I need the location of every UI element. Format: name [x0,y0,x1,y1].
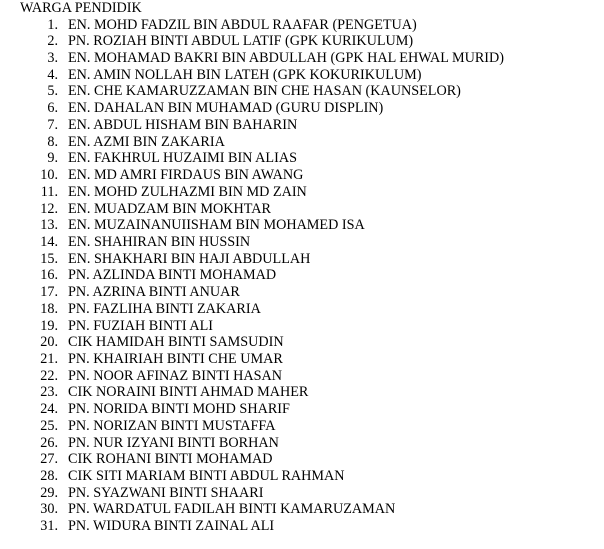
list-item-name: PN. KHAIRIAH BINTI CHE UMAR [68,350,283,367]
list-item-name: EN. ABDUL HISHAM BIN BAHARIN [68,116,298,133]
list-item-number: 5. [47,83,58,100]
list-item-number: 16. [40,267,58,284]
list-item-name: PN. FAZLIHA BINTI ZAKARIA [68,300,261,317]
list-item-name: PN. ROZIAH BINTI ABDUL LATIF (GPK KURIKULUM) [68,33,414,50]
list-item-number: 1. [47,16,58,33]
list-item-name: PN. WIDURA BINTI ZAINAL ALI [68,518,275,535]
list-item-number: 10. [40,167,58,184]
list-item-name: PN. AZLINDA BINTI MOHAMAD [68,267,277,284]
list-item-number: 17. [40,284,58,301]
list-item-name: EN. MUADZAM BIN MOKHTAR [68,200,272,217]
list-item-number: 26. [40,434,58,451]
list-item-name: EN. MOHAMAD BAKRI BIN ABDULLAH (GPK HAL EHWAL MURID) [68,50,504,67]
list-item-name: EN. SHAHIRAN BIN HUSSIN [68,233,251,250]
list-item-number: 13. [40,217,58,234]
list-item-number: 18. [40,300,58,317]
list-item-number: 28. [40,468,58,484]
list-item-name: EN. DAHALAN BIN MUHAMAD (GURU DISPLIN) [68,100,384,117]
list-item-number: 2. [47,33,58,50]
list-item-number: 23. [40,384,58,401]
list-item-name: CIK SITI MARIAM BINTI ABDUL RAHMAN [68,468,345,484]
list-item-number: 11. [40,183,58,200]
list-item-name: EN. MOHD ZULHAZMI BIN MD ZAIN [68,183,307,200]
list-item-number: 31. [40,518,58,535]
list-item-name: EN. SHAKHARI BIN HAJI ABDULLAH [68,250,311,267]
list-item-number: 30. [40,501,58,518]
list-item-name: PN. SYAZWANI BINTI SHAARI [68,484,264,501]
list-item-number: 20. [40,334,58,351]
list-item-number: 29. [40,484,58,501]
list-item-number: 12. [40,200,58,217]
list-item-name: CIK ROHANI BINTI MOHAMAD [68,451,273,468]
list-item-number: 22. [40,367,58,384]
list-item-name: CIK HAMIDAH BINTI SAMSUDIN [68,334,284,351]
list-item-name: EN. AMIN NOLLAH BIN LATEH (GPK KOKURIKULUM) [68,66,422,83]
list-item-number: 24. [40,401,58,418]
list-item-name: EN. MOHD FADZIL BIN ABDUL RAAFAR (PENGETUA) [68,16,417,33]
list-item-name: PN. AZRINA BINTI ANUAR [68,284,240,301]
list-item-number: 15. [40,250,58,267]
list-item-name: PN. NUR IZYANI BINTI BORHAN [68,434,279,451]
list-item-name: EN. AZMI BIN ZAKARIA [68,133,225,150]
list-item-number: 4. [47,66,58,83]
list-item-number: 25. [40,417,58,434]
list-item-number: 14. [40,233,58,250]
list-item-number: 3. [47,50,58,67]
list-item-name: PN. FUZIAH BINTI ALI [68,317,214,334]
list-item-number: 7. [47,116,58,133]
list-item-number: 8. [47,133,58,150]
list-item-name: CIK NORAINI BINTI AHMAD MAHER [68,384,309,401]
list-item-name: EN. CHE KAMARUZZAMAN BIN CHE HASAN (KAUNSELOR) [68,83,461,100]
list-item-number: 27. [40,451,58,468]
list-item-name: EN. FAKHRUL HUZAIMI BIN ALIAS [68,150,297,167]
list-item-name: EN. MUZAINANUIISHAM BIN MOHAMED ISA [68,217,365,234]
list-item-name: EN. MD AMRI FIRDAUS BIN AWANG [68,167,304,184]
list-item-number: 19. [40,317,58,334]
list-item-name: PN. NORIZAN BINTI MUSTAFFA [68,417,276,434]
list-item-number: 9. [47,150,58,167]
list-item-name: PN. NOOR AFINAZ BINTI HASAN [68,367,283,384]
list-item-number: 21. [40,350,58,367]
list-item-name: PN. NORIDA BINTI MOHD SHARIF [68,401,290,418]
list-item-number: 6. [47,100,58,117]
list-item-name: PN. WARDATUL FADILAH BINTI KAMARUZAMAN [68,501,396,518]
section-heading: WARGA PENDIDIK [20,0,142,16]
